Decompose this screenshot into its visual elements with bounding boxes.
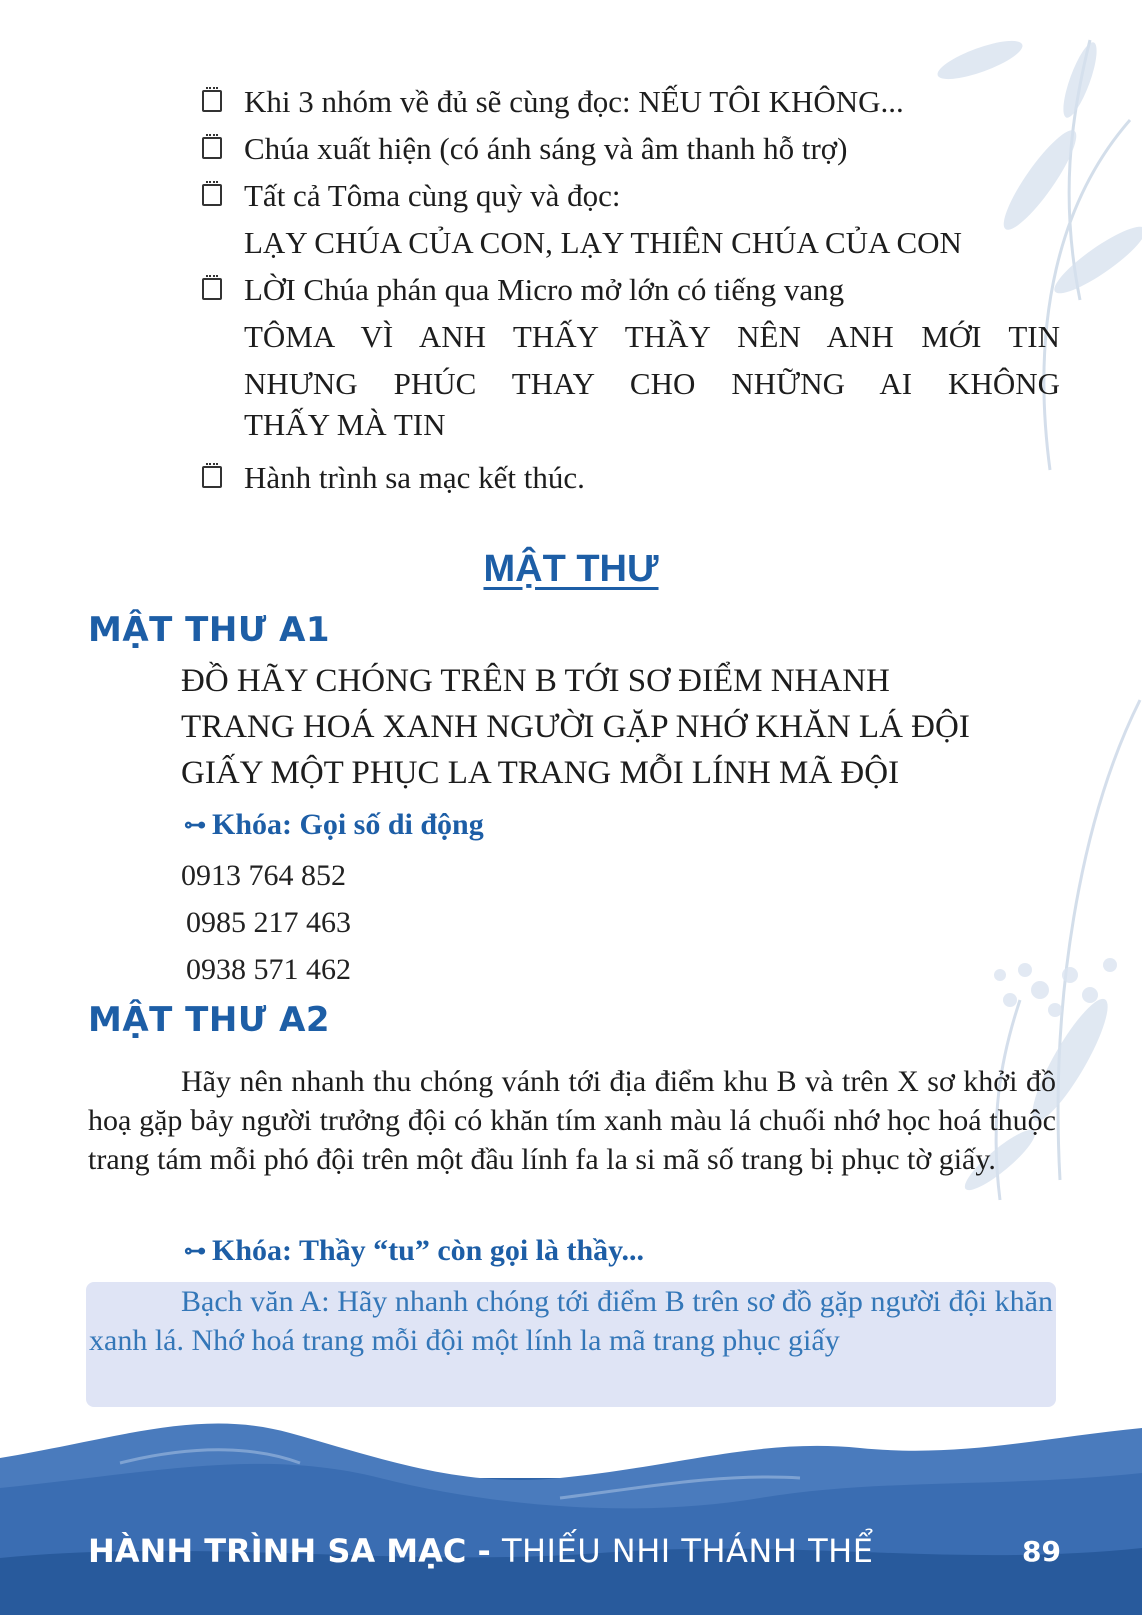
answer-box bbox=[86, 1282, 1056, 1407]
title-separator: - bbox=[466, 1532, 502, 1570]
bullet-text-continued: TÔMA VÌ ANH THẤY THẦY NÊN ANH MỚI TIN bbox=[244, 319, 1060, 354]
phone-number: 0938 571 462 bbox=[186, 953, 351, 986]
a1-key-text: Khóa: Gọi số di động bbox=[212, 808, 484, 841]
bullet-item bbox=[200, 172, 1060, 266]
phone-number: 0913 764 852 bbox=[181, 859, 346, 892]
bullet-text-continued: LẠY CHÚA CỦA CON, LẠY THIÊN CHÚA CỦA CON bbox=[244, 225, 962, 260]
book-subtitle: THIẾU NHI THÁNH THỂ bbox=[501, 1532, 874, 1570]
notepad-icon bbox=[202, 278, 222, 300]
notepad-icon bbox=[202, 466, 222, 488]
cipher-line: GIẤY MỘT PHỤC LA TRANG MỖI LÍNH MÃ ĐỘI bbox=[181, 755, 900, 791]
a2-cipher-paragraph: Hãy nên nhanh thu chóng vánh tới địa điểm khu B và trên X sơ khởi đồ hoạ gặp bảy người trưởng đội có khăn tím xanh màu lá chuối nhớ học hoá thuộc trang tám mỗi phó đội trên một đầu lính fa la si mã số trang bị phục tờ giấy. bbox=[88, 1065, 1056, 1176]
cipher-line: ĐỒ HÃY CHÓNG TRÊN B TỚI SƠ ĐIỂM NHANH bbox=[181, 663, 890, 699]
a2-key bbox=[184, 1234, 644, 1268]
a1-cipher-text bbox=[181, 658, 1057, 796]
notepad-icon bbox=[202, 90, 222, 112]
bullet-item bbox=[200, 78, 1060, 125]
key-icon: ⊶ bbox=[184, 1238, 206, 1263]
desert-dunes-band bbox=[0, 1418, 1142, 1615]
bullet-item bbox=[200, 454, 1060, 501]
footer-title bbox=[88, 1532, 873, 1570]
cipher-line: TRANG HOÁ XANH NGƯỜI GẶP NHỚ KHĂN LÁ ĐỘI bbox=[181, 709, 970, 745]
key-icon: ⊶ bbox=[184, 812, 206, 837]
bullet-text: Chúa xuất hiện (có ánh sáng và âm thanh hỗ trợ) bbox=[244, 131, 848, 166]
bullet-text: Hành trình sa mạc kết thúc. bbox=[244, 460, 585, 495]
a2-heading: MẬT THƯ A2 bbox=[88, 1000, 331, 1040]
bullet-text-continued: NHƯNG PHÚC THAY CHO NHỮNG AI KHÔNG bbox=[244, 366, 1060, 401]
bullet-item bbox=[200, 125, 1060, 172]
notepad-icon bbox=[202, 137, 222, 159]
book-title: HÀNH TRÌNH SA MẠC bbox=[88, 1532, 467, 1570]
bullet-text: Khi 3 nhóm về đủ sẽ cùng đọc: NẾU TÔI KHÔNG... bbox=[244, 84, 904, 119]
bullet-item bbox=[200, 266, 1060, 448]
a2-key-text: Khóa: Thầy “tu” còn gọi là thầy... bbox=[212, 1234, 645, 1267]
a1-heading: MẬT THƯ A1 bbox=[88, 610, 331, 650]
a1-key bbox=[184, 808, 484, 842]
bullet-list bbox=[200, 78, 1060, 501]
bullet-text: Tất cả Tôma cùng quỳ và đọc: bbox=[244, 178, 621, 213]
notepad-icon bbox=[202, 184, 222, 206]
phone-number: 0985 217 463 bbox=[186, 906, 351, 939]
phone-list bbox=[181, 852, 351, 993]
bullet-text: LỜI Chúa phán qua Micro mở lớn có tiếng vang bbox=[244, 272, 845, 307]
bullet-text-continued: THẤY MÀ TIN bbox=[244, 407, 446, 442]
page-number: 89 bbox=[1022, 1535, 1061, 1568]
answer-text: Bạch văn A: Hãy nhanh chóng tới điểm B trên sơ đồ gặp người đội khăn xanh lá. Nhớ hoá trang mỗi đội một lính la mã trang phục giấy bbox=[89, 1285, 1053, 1357]
section-title: MẬT THƯ bbox=[483, 548, 659, 590]
